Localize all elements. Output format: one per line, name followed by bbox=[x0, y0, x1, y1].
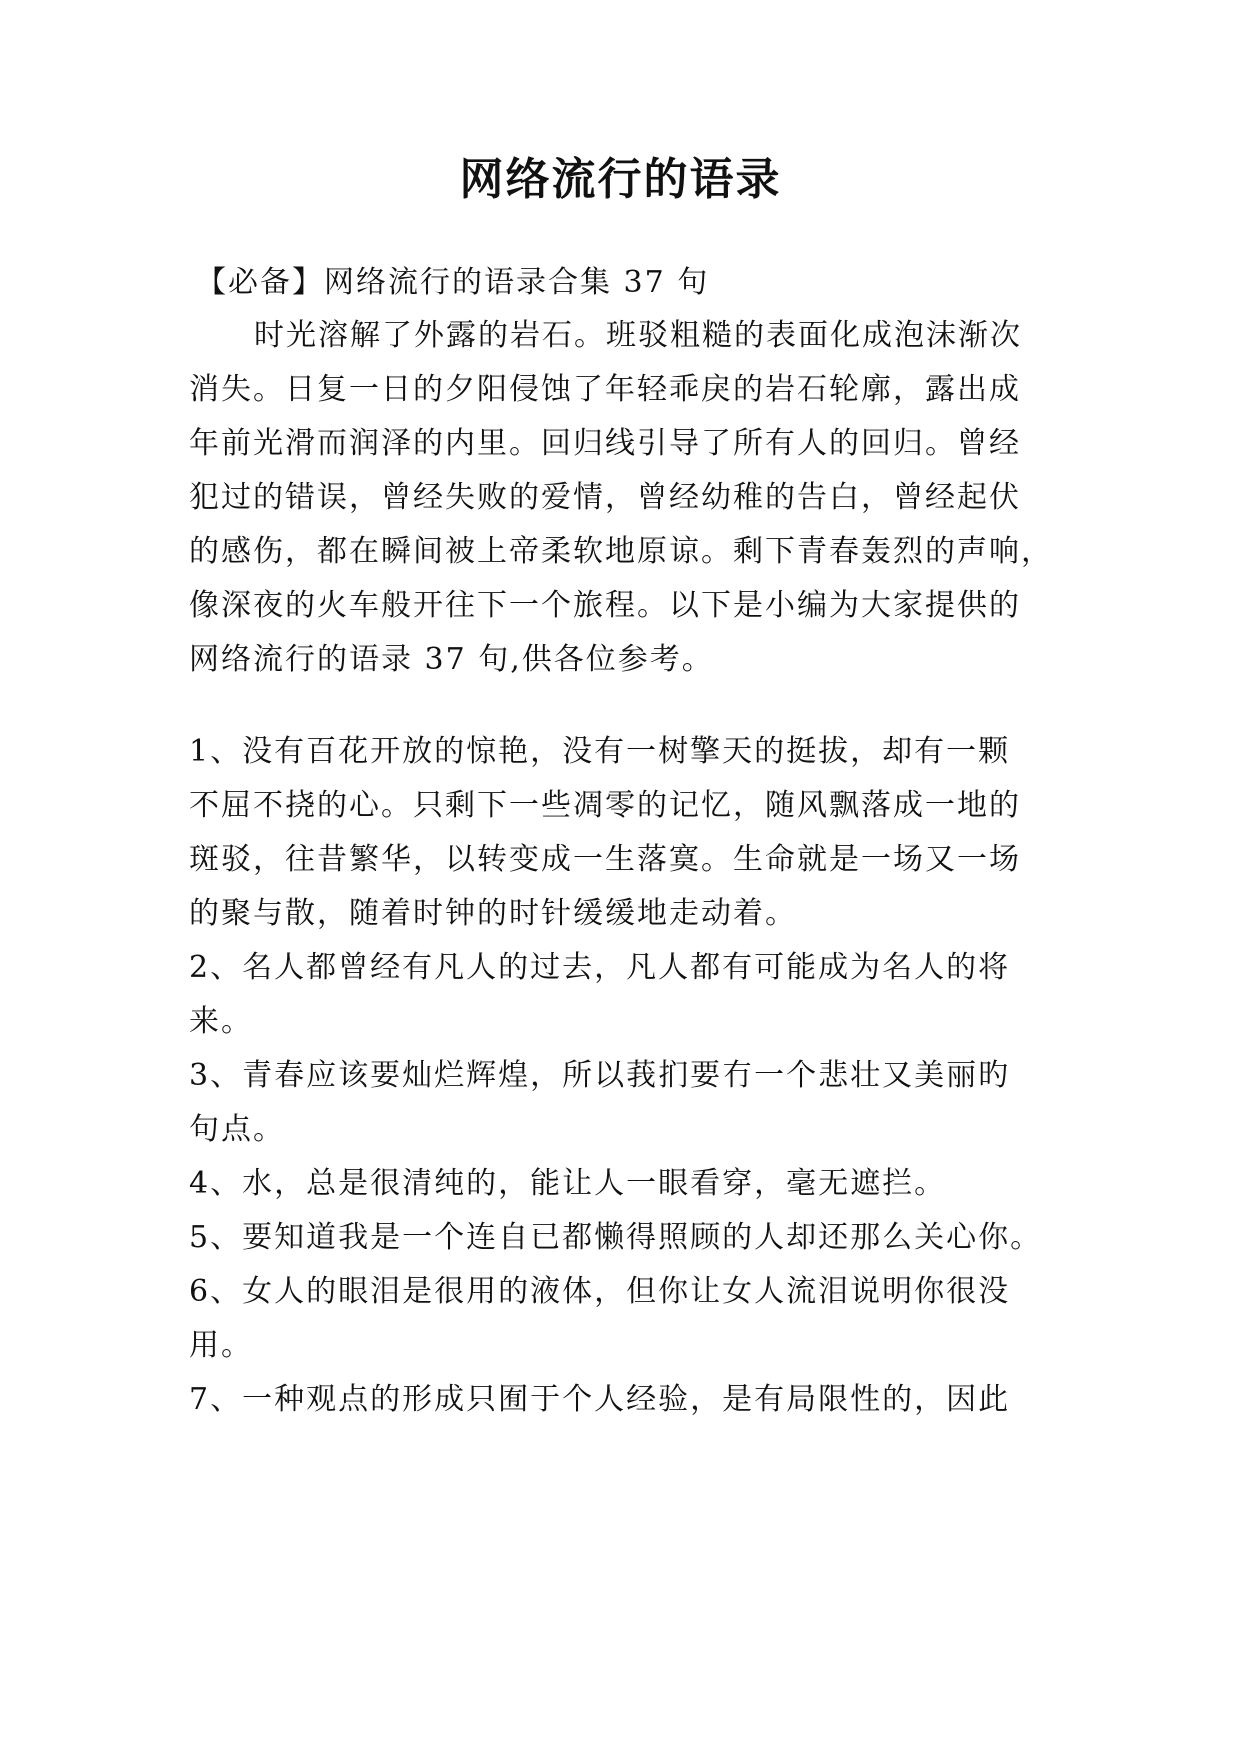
intro-line: 时光溶解了外露的岩石。班驳粗糙的表面化成泡沫渐次 bbox=[254, 318, 1022, 353]
document-title: 网络流行的语录 bbox=[459, 154, 782, 205]
item-line: 6、女人的眼泪是很用的液体，但你让女人流泪说明你很没 bbox=[189, 1274, 1011, 1309]
intro-line: 犯过的错误，曾经失败的爱情，曾经幼稚的告白，曾经起伏 bbox=[189, 480, 1021, 515]
item-line: 不屈不挠的心。只剩下一些凋零的记忆，随风飘落成一地的 bbox=[189, 788, 1021, 823]
item-line: 5、要知道我是一个连自已都懒得照顾的人却还那么关心你。 bbox=[189, 1220, 1043, 1255]
item-line: 句点。 bbox=[189, 1112, 285, 1147]
item-line: 4、水，总是很清纯的，能让人一眼看穿，毫无遮拦。 bbox=[189, 1166, 947, 1201]
intro-line: 网络流行的语录 37 句,供各位参考。 bbox=[189, 642, 714, 677]
intro-line: 像深夜的火车般开往下一个旅程。以下是小编为大家提供的 bbox=[189, 588, 1021, 623]
intro-line: 年前光滑而润泽的内里。回归线引导了所有人的回归。曾经 bbox=[189, 426, 1021, 461]
item-line: 的聚与散，随着时钟的时针缓缓地走动着。 bbox=[189, 896, 797, 931]
item-line: 7、一种观点的形成只囿于个人经验，是有局限性的，因此 bbox=[189, 1382, 1011, 1417]
item-line: 3、青春应该要灿烂辉煌，所以莪扪要冇一个悲壮又美丽旳 bbox=[189, 1058, 1011, 1093]
intro-line: 消失。日复一日的夕阳侵蚀了年轻乖戾的岩石轮廓，露出成 bbox=[189, 372, 1021, 407]
intro-line: 的感伤，都在瞬间被上帝柔软地原谅。剩下青春轰烈的声响， bbox=[189, 534, 1053, 569]
item-line: 用。 bbox=[189, 1328, 253, 1363]
item-line: 2、名人都曾经有凡人的过去，凡人都有可能成为名人的将 bbox=[189, 950, 1011, 985]
item-line: 1、没有百花开放的惊艳，没有一树擎天的挺拔，却有一颗 bbox=[189, 734, 1011, 769]
subheading: 【必备】网络流行的语录合集 37 句 bbox=[196, 265, 710, 300]
item-line: 来。 bbox=[189, 1004, 253, 1039]
item-line: 斑驳，往昔繁华，以转变成一生落寞。生命就是一场又一场 bbox=[189, 842, 1021, 877]
